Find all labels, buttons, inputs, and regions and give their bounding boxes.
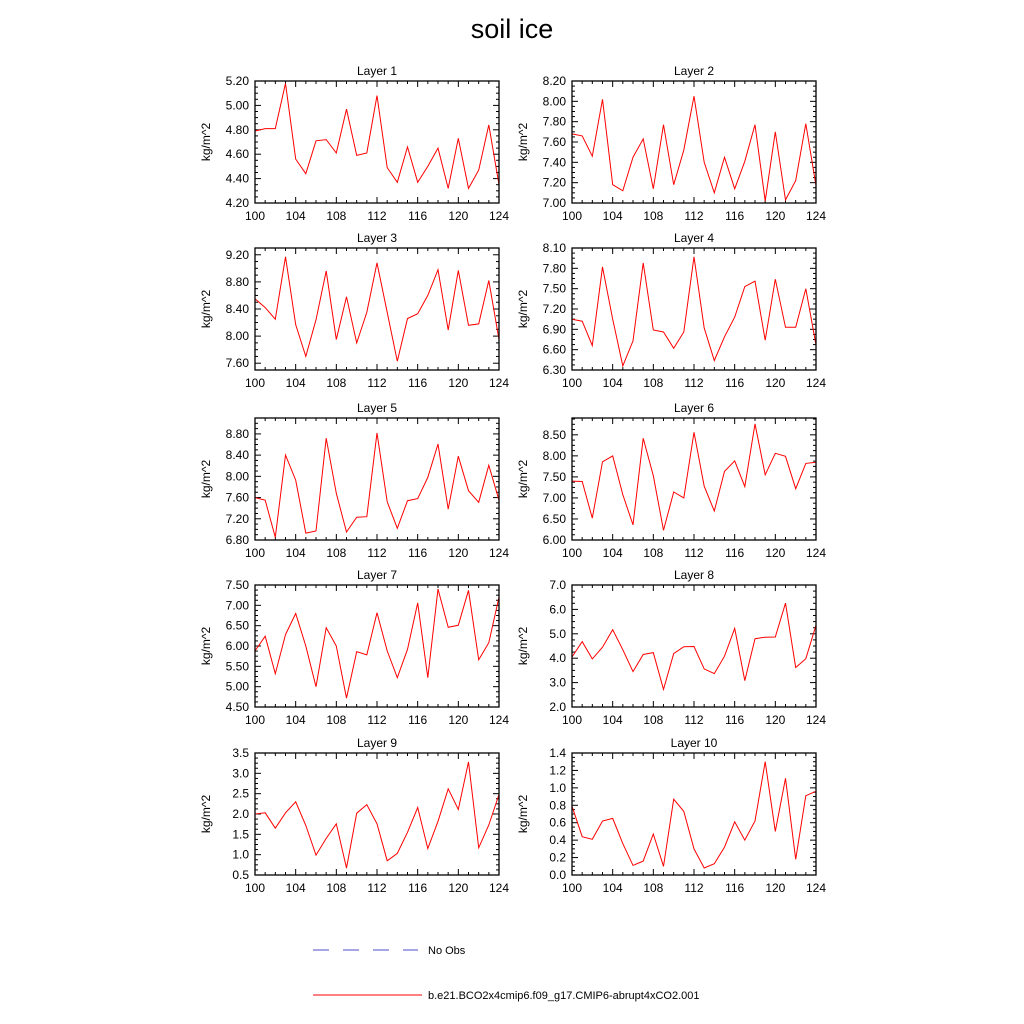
y-tick-label: 1.2 — [549, 763, 566, 778]
y-tick-label: 1.5 — [232, 827, 249, 842]
y-tick-label: 0.2 — [549, 850, 566, 865]
y-tick-label: 7.50 — [542, 469, 566, 484]
x-tick-label: 124 — [805, 376, 827, 390]
x-tick-label: 100 — [244, 209, 266, 223]
x-tick-label: 124 — [805, 546, 827, 560]
x-tick-label: 120 — [765, 376, 786, 390]
y-tick-label: 1.0 — [232, 847, 249, 862]
x-tick-label: 104 — [602, 376, 623, 390]
y-tick-label: 8.10 — [542, 241, 566, 255]
y-tick-label: 0.8 — [549, 798, 566, 813]
x-tick-label: 100 — [561, 209, 583, 223]
panel-title: Layer 2 — [673, 64, 715, 78]
x-tick-label: 104 — [285, 209, 306, 223]
x-tick-label: 120 — [448, 546, 469, 560]
y-tick-label: 0.4 — [549, 833, 566, 848]
x-tick-label: 120 — [765, 546, 786, 560]
y-axis-label: kg/m^2 — [516, 794, 530, 834]
y-tick-label: 0.0 — [549, 868, 566, 882]
x-tick-label: 124 — [805, 713, 827, 727]
x-tick-label: 104 — [285, 881, 306, 895]
panel-title: Layer 5 — [356, 401, 398, 415]
plot-frame — [572, 248, 816, 370]
x-tick-label: 116 — [408, 546, 428, 560]
x-tick-label: 124 — [488, 713, 510, 727]
y-tick-label: 6.50 — [542, 511, 566, 526]
y-tick-label: 7.80 — [542, 261, 566, 276]
y-tick-label: 7.40 — [542, 155, 566, 170]
plot-frame — [255, 585, 499, 707]
x-tick-label: 108 — [326, 881, 347, 895]
plot-frame — [255, 81, 499, 203]
x-tick-label: 116 — [725, 713, 745, 727]
y-tick-label: 8.80 — [225, 426, 249, 441]
series-line-model — [255, 257, 499, 361]
x-tick-label: 100 — [561, 546, 583, 560]
panel-layer-3 — [199, 231, 509, 390]
y-tick-label: 6.00 — [225, 639, 249, 653]
y-tick-label: 7.20 — [542, 175, 566, 190]
x-tick-label: 108 — [643, 881, 664, 895]
x-tick-label: 112 — [684, 546, 704, 560]
x-tick-label: 108 — [326, 209, 347, 223]
panel-layer-7 — [199, 568, 509, 727]
x-tick-label: 100 — [561, 713, 583, 727]
x-tick-label: 104 — [602, 209, 623, 223]
y-tick-label: 4.60 — [225, 147, 249, 162]
y-tick-label: 8.40 — [225, 448, 249, 463]
y-tick-label: 4.20 — [225, 196, 249, 210]
x-tick-label: 112 — [684, 209, 704, 223]
y-tick-label: 7.60 — [225, 356, 249, 371]
y-tick-label: 5.00 — [225, 98, 249, 113]
x-tick-label: 116 — [725, 546, 745, 560]
x-tick-label: 124 — [805, 881, 827, 895]
x-tick-label: 116 — [725, 209, 745, 223]
x-tick-label: 108 — [326, 546, 347, 560]
y-tick-label: 7.50 — [542, 281, 566, 296]
panel-layer-2 — [516, 64, 826, 223]
y-axis-label: kg/m^2 — [516, 122, 530, 162]
x-tick-label: 124 — [488, 209, 510, 223]
x-tick-label: 124 — [488, 376, 510, 390]
series-line-model — [572, 96, 816, 201]
x-tick-label: 116 — [408, 376, 428, 390]
y-tick-label: 4.40 — [225, 171, 249, 186]
x-tick-label: 124 — [488, 546, 510, 560]
y-tick-label: 5.0 — [549, 626, 566, 641]
panel-layer-5 — [199, 401, 509, 560]
x-tick-label: 104 — [285, 546, 306, 560]
series-line-model — [572, 424, 816, 530]
y-axis-label: kg/m^2 — [199, 459, 213, 499]
panel-title: Layer 1 — [356, 64, 398, 78]
y-tick-label: 1.0 — [549, 780, 566, 795]
x-tick-label: 100 — [244, 881, 266, 895]
panel-title: Layer 3 — [356, 231, 398, 245]
series-line-model — [572, 257, 816, 366]
x-tick-label: 108 — [643, 546, 664, 560]
y-tick-label: 7.00 — [225, 598, 249, 613]
y-tick-label: 3.0 — [232, 766, 249, 781]
x-tick-label: 100 — [244, 546, 266, 560]
y-tick-label: 8.50 — [542, 427, 566, 442]
x-tick-label: 112 — [684, 376, 704, 390]
y-tick-label: 8.00 — [225, 329, 249, 344]
y-tick-label: 2.5 — [232, 786, 249, 801]
y-tick-label: 1.4 — [549, 746, 566, 760]
y-axis-label: kg/m^2 — [516, 289, 530, 329]
x-tick-label: 116 — [408, 881, 428, 895]
x-tick-label: 120 — [448, 209, 469, 223]
y-tick-label: 6.90 — [542, 322, 566, 337]
y-axis-label: kg/m^2 — [516, 626, 530, 666]
y-tick-label: 8.00 — [542, 94, 566, 109]
panel-layer-4 — [516, 231, 826, 390]
x-tick-label: 104 — [602, 713, 623, 727]
y-tick-label: 7.00 — [542, 490, 566, 505]
x-tick-label: 120 — [448, 376, 469, 390]
y-tick-label: 8.00 — [225, 469, 249, 484]
y-tick-label: 4.0 — [549, 651, 566, 666]
y-tick-label: 6.0 — [549, 602, 566, 617]
x-tick-label: 100 — [244, 713, 266, 727]
y-tick-label: 7.20 — [542, 302, 566, 316]
y-tick-label: 5.00 — [225, 679, 249, 694]
y-tick-label: 8.40 — [225, 302, 249, 316]
y-tick-label: 8.00 — [542, 448, 566, 463]
y-tick-label: 6.30 — [542, 363, 566, 377]
y-axis-label: kg/m^2 — [199, 794, 213, 834]
plot-frame — [572, 753, 816, 875]
series-line-model — [572, 603, 816, 689]
y-axis-label: kg/m^2 — [199, 626, 213, 666]
panel-title: Layer 10 — [670, 736, 718, 750]
y-tick-label: 7.50 — [225, 578, 249, 592]
y-tick-label: 4.80 — [225, 122, 249, 137]
legend-label-no-obs: No Obs — [428, 945, 466, 957]
y-tick-label: 5.20 — [225, 74, 249, 88]
x-tick-label: 108 — [326, 376, 347, 390]
plot-frame — [255, 753, 499, 875]
panel-layer-9 — [199, 736, 509, 895]
x-tick-label: 124 — [805, 209, 827, 223]
x-tick-label: 108 — [643, 376, 664, 390]
x-tick-label: 104 — [285, 713, 306, 727]
x-tick-label: 112 — [684, 713, 704, 727]
x-tick-label: 120 — [448, 713, 469, 727]
panel-layer-1 — [199, 64, 509, 223]
legend — [313, 945, 700, 1002]
x-tick-label: 108 — [643, 713, 664, 727]
x-tick-label: 112 — [684, 881, 704, 895]
x-tick-label: 100 — [561, 881, 583, 895]
x-tick-label: 120 — [765, 881, 786, 895]
y-tick-label: 6.80 — [225, 533, 249, 547]
panel-title: Layer 4 — [673, 231, 715, 245]
y-tick-label: 6.50 — [225, 618, 249, 633]
y-tick-label: 3.5 — [232, 746, 249, 760]
x-tick-label: 116 — [408, 713, 428, 727]
x-tick-label: 108 — [643, 209, 664, 223]
x-tick-label: 120 — [448, 881, 469, 895]
x-tick-label: 100 — [244, 376, 266, 390]
series-line-model — [255, 433, 499, 537]
y-tick-label: 0.6 — [549, 815, 566, 830]
y-tick-label: 7.60 — [542, 135, 566, 149]
y-tick-label: 7.80 — [542, 114, 566, 129]
x-tick-label: 112 — [367, 546, 387, 560]
y-tick-label: 4.50 — [225, 700, 249, 714]
chart-main-title: soil ice — [470, 14, 554, 44]
y-tick-label: 7.0 — [549, 578, 566, 592]
x-tick-label: 116 — [408, 209, 428, 223]
legend-label-model: b.e21.BCO2x4cmip6.f09_g17.CMIP6-abrupt4xCO2.001 — [428, 990, 700, 1002]
panel-title: Layer 6 — [673, 401, 715, 415]
x-tick-label: 100 — [561, 376, 583, 390]
y-axis-label: kg/m^2 — [516, 459, 530, 499]
x-tick-label: 124 — [488, 881, 510, 895]
y-tick-label: 7.00 — [542, 196, 566, 210]
y-tick-label: 7.60 — [225, 490, 249, 505]
y-tick-label: 5.50 — [225, 659, 249, 674]
y-axis-label: kg/m^2 — [199, 289, 213, 329]
y-tick-label: 8.20 — [542, 74, 566, 88]
y-axis-label: kg/m^2 — [199, 122, 213, 162]
x-tick-label: 104 — [602, 881, 623, 895]
x-tick-label: 116 — [725, 881, 745, 895]
y-tick-label: 2.0 — [549, 700, 566, 714]
x-tick-label: 116 — [725, 376, 745, 390]
y-tick-label: 3.0 — [549, 675, 566, 690]
x-tick-label: 120 — [765, 209, 786, 223]
y-tick-label: 6.60 — [542, 342, 566, 357]
series-line-model — [572, 762, 816, 868]
x-tick-label: 120 — [765, 713, 786, 727]
series-line-model — [255, 83, 499, 188]
panel-title: Layer 8 — [673, 568, 715, 582]
x-tick-label: 104 — [602, 546, 623, 560]
y-tick-label: 7.20 — [225, 511, 249, 526]
x-tick-label: 112 — [367, 881, 387, 895]
y-tick-label: 9.20 — [225, 247, 249, 262]
x-tick-label: 112 — [367, 376, 387, 390]
series-line-model — [255, 589, 499, 698]
x-tick-label: 104 — [285, 376, 306, 390]
plot-frame — [255, 248, 499, 370]
plot-frame — [572, 418, 816, 540]
y-tick-label: 0.5 — [232, 868, 249, 882]
panel-layer-8 — [516, 568, 826, 727]
panel-layer-6 — [516, 401, 826, 560]
panel-title: Layer 7 — [356, 568, 398, 582]
panel-layer-10 — [516, 736, 826, 895]
x-tick-label: 112 — [367, 713, 387, 727]
y-tick-label: 2.0 — [232, 807, 249, 821]
series-line-model — [255, 762, 499, 868]
panel-title: Layer 9 — [356, 736, 398, 750]
y-tick-label: 6.00 — [542, 533, 566, 547]
x-tick-label: 108 — [326, 713, 347, 727]
y-tick-label: 8.80 — [225, 274, 249, 289]
x-tick-label: 112 — [367, 209, 387, 223]
